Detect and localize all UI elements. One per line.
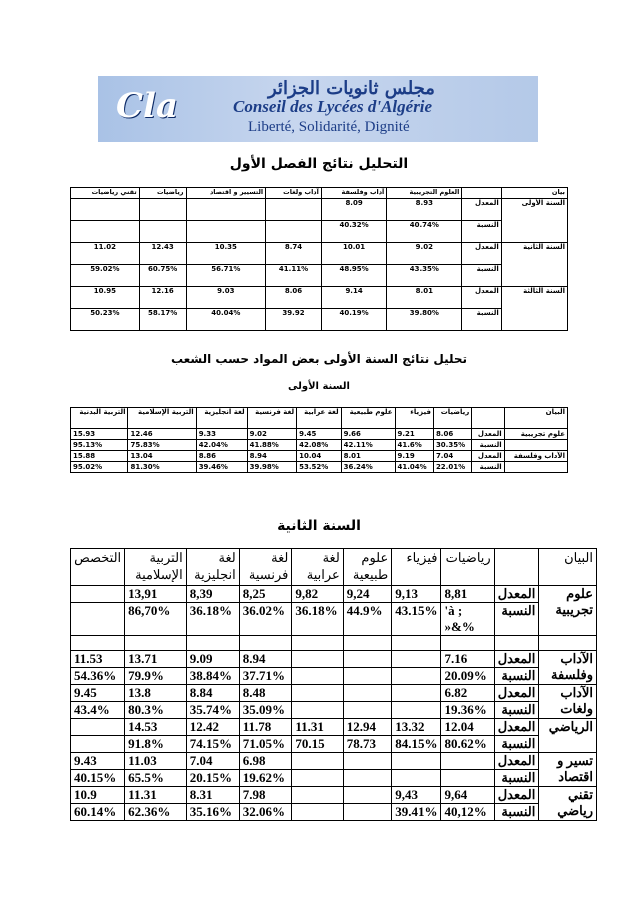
value-cell bbox=[71, 586, 125, 603]
empty-cell bbox=[441, 636, 494, 651]
value-cell: 11.31 bbox=[292, 719, 343, 736]
value-cell: 9,24 bbox=[343, 586, 391, 603]
value-cell: 8.01 bbox=[387, 287, 462, 309]
value-cell bbox=[392, 770, 441, 787]
table-row bbox=[71, 221, 568, 243]
value-cell bbox=[139, 221, 186, 243]
column-header: التخصص bbox=[71, 549, 125, 586]
value-cell: 11.31 bbox=[125, 787, 187, 804]
value-cell: 13.32 bbox=[392, 719, 441, 736]
value-cell: 53.52% bbox=[297, 462, 341, 473]
value-cell: 9.19 bbox=[395, 451, 433, 462]
row-kind: النسبة bbox=[472, 440, 504, 451]
empty-cell bbox=[539, 636, 597, 651]
value-cell bbox=[71, 221, 140, 243]
table-row bbox=[71, 462, 568, 473]
column-header: التربية الإسلامية bbox=[128, 408, 196, 429]
value-cell: 36.24% bbox=[341, 462, 395, 473]
value-cell: 9,13 bbox=[392, 586, 441, 603]
empty-cell bbox=[343, 636, 391, 651]
value-cell: 13.04 bbox=[128, 451, 196, 462]
value-cell: 59.02% bbox=[71, 265, 140, 287]
value-cell: 13,91 bbox=[125, 586, 187, 603]
value-cell: 8,39 bbox=[186, 586, 239, 603]
value-cell: 8.06 bbox=[433, 429, 471, 440]
value-cell: 12.46 bbox=[128, 429, 196, 440]
value-cell: 60.75% bbox=[139, 265, 186, 287]
value-cell: 8.86 bbox=[196, 451, 247, 462]
stream-label: الآداب ولغات bbox=[539, 685, 597, 719]
row-kind: المعدل bbox=[494, 586, 539, 603]
value-cell bbox=[71, 719, 125, 736]
value-cell: 84.15% bbox=[392, 736, 441, 753]
stream-label: الرياضي bbox=[539, 719, 597, 753]
value-cell: 12.04 bbox=[441, 719, 494, 736]
value-cell: 43.15% bbox=[392, 603, 441, 636]
value-cell bbox=[392, 668, 441, 685]
value-cell bbox=[441, 753, 494, 770]
stream-label: تسير و اقتصاد bbox=[539, 753, 597, 787]
value-cell: 39.98% bbox=[247, 462, 297, 473]
value-cell: 10.35 bbox=[186, 243, 266, 265]
value-cell: 14.53 bbox=[125, 719, 187, 736]
value-cell: 58.17% bbox=[139, 309, 186, 331]
value-cell: 44.9% bbox=[343, 603, 391, 636]
logo-text: Cla bbox=[116, 86, 179, 126]
value-cell: 9.03 bbox=[186, 287, 266, 309]
value-cell: 41.11% bbox=[266, 265, 322, 287]
value-cell bbox=[71, 199, 140, 221]
table-row bbox=[71, 451, 568, 462]
banner-french-name: Conseil des Lycées d'Algérie bbox=[233, 97, 433, 116]
row-kind: المعدل bbox=[494, 651, 539, 668]
value-cell: 9.43 bbox=[71, 753, 125, 770]
column-header: البيان bbox=[504, 408, 567, 429]
value-cell: 8.48 bbox=[239, 685, 292, 702]
value-cell: 80.3% bbox=[125, 702, 187, 719]
value-cell: 11.53 bbox=[71, 651, 125, 668]
table-row bbox=[71, 719, 597, 736]
value-cell bbox=[343, 685, 391, 702]
value-cell: 30.35% bbox=[433, 440, 471, 451]
table-row bbox=[71, 787, 597, 804]
value-cell: 10.04 bbox=[297, 451, 341, 462]
empty-cell bbox=[392, 636, 441, 651]
value-cell: 40.19% bbox=[321, 309, 386, 331]
column-header: تقني رياضيات bbox=[71, 188, 140, 199]
value-cell bbox=[441, 770, 494, 787]
spacer-row bbox=[71, 636, 597, 651]
value-cell: 40,12% bbox=[441, 804, 494, 821]
value-cell bbox=[139, 199, 186, 221]
table-row bbox=[71, 668, 597, 685]
column-header: بيان bbox=[501, 188, 567, 199]
value-cell: 10.95 bbox=[71, 287, 140, 309]
column-header: فيزياء bbox=[392, 549, 441, 586]
row-kind: النسبة bbox=[462, 221, 501, 243]
value-cell: 9.21 bbox=[395, 429, 433, 440]
value-cell: 7.98 bbox=[239, 787, 292, 804]
logo bbox=[110, 82, 192, 136]
column-header bbox=[472, 408, 504, 429]
row-kind: المعدل bbox=[494, 685, 539, 702]
row-kind: النسبة bbox=[494, 804, 539, 821]
value-cell bbox=[343, 651, 391, 668]
stream-label: تقني رياضي bbox=[539, 787, 597, 821]
group-label: السنة الثانية bbox=[501, 243, 567, 287]
value-cell bbox=[292, 668, 343, 685]
value-cell: 71.05% bbox=[239, 736, 292, 753]
value-cell: 54.36% bbox=[71, 668, 125, 685]
value-cell: 8.01 bbox=[341, 451, 395, 462]
value-cell: 9.09 bbox=[186, 651, 239, 668]
row-kind: المعدل bbox=[494, 753, 539, 770]
value-cell bbox=[392, 753, 441, 770]
header-row bbox=[71, 549, 597, 586]
value-cell: 7.16 bbox=[441, 651, 494, 668]
value-cell: 62.36% bbox=[125, 804, 187, 821]
banner-arabic-name: مجلس ثانويات الجزائر bbox=[268, 78, 435, 99]
value-cell: 9.02 bbox=[387, 243, 462, 265]
value-cell: 8,81 bbox=[441, 586, 494, 603]
value-cell: 19.36% bbox=[441, 702, 494, 719]
empty-cell bbox=[71, 636, 125, 651]
value-cell: 'à ; »&% bbox=[441, 603, 494, 636]
column-header bbox=[494, 549, 539, 586]
value-cell: 40.74% bbox=[387, 221, 462, 243]
column-header: التربية البدنية bbox=[71, 408, 128, 429]
value-cell bbox=[292, 702, 343, 719]
section2-subtitle: السنة الأولى bbox=[288, 381, 350, 392]
column-header: فيزياء bbox=[395, 408, 433, 429]
table-row bbox=[71, 804, 597, 821]
stream-label: علوم تجريبية bbox=[504, 429, 567, 440]
column-header: العلوم التجريبية bbox=[387, 188, 462, 199]
value-cell: 79.9% bbox=[125, 668, 187, 685]
stream-label bbox=[504, 462, 567, 473]
stream-label bbox=[504, 440, 567, 451]
row-kind: المعدل bbox=[462, 199, 501, 221]
row-kind: المعدل bbox=[462, 287, 501, 309]
value-cell: 11.03 bbox=[125, 753, 187, 770]
value-cell bbox=[343, 770, 391, 787]
value-cell: 37.71% bbox=[239, 668, 292, 685]
value-cell bbox=[186, 199, 266, 221]
section1-title: التحليل نتائج الفصل الأول bbox=[229, 156, 409, 172]
table-row bbox=[71, 265, 568, 287]
stream-label: الآداب وفلسفة bbox=[539, 651, 597, 685]
value-cell: 42.04% bbox=[196, 440, 247, 451]
value-cell: 32.06% bbox=[239, 804, 292, 821]
row-kind: المعدل bbox=[494, 719, 539, 736]
value-cell: 60.14% bbox=[71, 804, 125, 821]
value-cell: 41.04% bbox=[395, 462, 433, 473]
value-cell: 12.42 bbox=[186, 719, 239, 736]
column-header: رياضيات bbox=[139, 188, 186, 199]
header-row bbox=[71, 188, 568, 199]
first-term-results-table bbox=[70, 187, 568, 331]
value-cell bbox=[343, 702, 391, 719]
value-cell: 19.62% bbox=[239, 770, 292, 787]
section3-title: السنة الثانية bbox=[277, 518, 361, 534]
value-cell: 9.45 bbox=[71, 685, 125, 702]
row-kind: المعدل bbox=[494, 787, 539, 804]
value-cell: 8.84 bbox=[186, 685, 239, 702]
value-cell bbox=[343, 668, 391, 685]
row-kind: النسبة bbox=[494, 702, 539, 719]
value-cell: 20.09% bbox=[441, 668, 494, 685]
row-kind: النسبة bbox=[462, 309, 501, 331]
row-kind: المعدل bbox=[472, 429, 504, 440]
value-cell: 39.92 bbox=[266, 309, 322, 331]
value-cell bbox=[292, 651, 343, 668]
value-cell: 41.6% bbox=[395, 440, 433, 451]
table-row bbox=[71, 440, 568, 451]
empty-cell bbox=[292, 636, 343, 651]
value-cell: 20.15% bbox=[186, 770, 239, 787]
value-cell: 80.62% bbox=[441, 736, 494, 753]
column-header bbox=[462, 188, 501, 199]
value-cell: 40.32% bbox=[321, 221, 386, 243]
empty-cell bbox=[494, 636, 539, 651]
column-header: رياضيات bbox=[433, 408, 471, 429]
value-cell: 7.04 bbox=[433, 451, 471, 462]
value-cell: 12.16 bbox=[139, 287, 186, 309]
value-cell: 8.09 bbox=[321, 199, 386, 221]
column-header: التربية الإسلامية bbox=[125, 549, 187, 586]
value-cell bbox=[71, 736, 125, 753]
value-cell bbox=[266, 199, 322, 221]
row-kind: النسبة bbox=[494, 770, 539, 787]
value-cell: 9.45 bbox=[297, 429, 341, 440]
value-cell bbox=[343, 804, 391, 821]
table-row bbox=[71, 736, 597, 753]
value-cell: 9.33 bbox=[196, 429, 247, 440]
value-cell: 6.82 bbox=[441, 685, 494, 702]
value-cell bbox=[71, 603, 125, 636]
table-row bbox=[71, 685, 597, 702]
table-row bbox=[71, 586, 597, 603]
value-cell bbox=[392, 651, 441, 668]
row-kind: النسبة bbox=[494, 736, 539, 753]
value-cell: 41.88% bbox=[247, 440, 297, 451]
table-row bbox=[71, 651, 597, 668]
column-header: آداب ولغات bbox=[266, 188, 322, 199]
value-cell: 8.94 bbox=[247, 451, 297, 462]
value-cell: 9.02 bbox=[247, 429, 297, 440]
column-header: علوم طبيعية bbox=[341, 408, 395, 429]
value-cell: 22.01% bbox=[433, 462, 471, 473]
value-cell: 75.83% bbox=[128, 440, 196, 451]
table-row bbox=[71, 243, 568, 265]
column-header: البيان bbox=[539, 549, 597, 586]
table-row bbox=[71, 309, 568, 331]
value-cell: 38.84% bbox=[186, 668, 239, 685]
first-year-subjects-table bbox=[70, 407, 568, 473]
value-cell: 43.4% bbox=[71, 702, 125, 719]
table-row bbox=[71, 429, 568, 440]
value-cell: 6.98 bbox=[239, 753, 292, 770]
column-header: علوم طبيعية bbox=[343, 549, 391, 586]
value-cell: 42.11% bbox=[341, 440, 395, 451]
value-cell: 35.16% bbox=[186, 804, 239, 821]
value-cell bbox=[266, 221, 322, 243]
value-cell: 12.94 bbox=[343, 719, 391, 736]
value-cell: 13.71 bbox=[125, 651, 187, 668]
value-cell bbox=[186, 221, 266, 243]
empty-cell bbox=[186, 636, 239, 651]
value-cell: 9,43 bbox=[392, 787, 441, 804]
value-cell: 86,70% bbox=[125, 603, 187, 636]
row-kind: النسبة bbox=[472, 462, 504, 473]
value-cell: 13.8 bbox=[125, 685, 187, 702]
value-cell: 8.94 bbox=[239, 651, 292, 668]
value-cell: 50.23% bbox=[71, 309, 140, 331]
empty-cell bbox=[125, 636, 187, 651]
value-cell bbox=[292, 753, 343, 770]
table-row bbox=[71, 199, 568, 221]
column-header: لغة فرنسية bbox=[247, 408, 297, 429]
value-cell: 36.02% bbox=[239, 603, 292, 636]
value-cell: 8,25 bbox=[239, 586, 292, 603]
value-cell: 8.74 bbox=[266, 243, 322, 265]
value-cell: 48.95% bbox=[321, 265, 386, 287]
value-cell: 9.66 bbox=[341, 429, 395, 440]
column-header: لغة انجليزية bbox=[186, 549, 239, 586]
table-row bbox=[71, 702, 597, 719]
section2-title: تحليل نتائج السنة الأولى بعض المواد حسب الشعب bbox=[170, 352, 468, 366]
value-cell: 39.41% bbox=[392, 804, 441, 821]
value-cell: 70.15 bbox=[292, 736, 343, 753]
value-cell bbox=[343, 753, 391, 770]
value-cell: 12.43 bbox=[139, 243, 186, 265]
value-cell: 56.71% bbox=[186, 265, 266, 287]
row-kind: المعدل bbox=[462, 243, 501, 265]
value-cell bbox=[292, 787, 343, 804]
value-cell: 91.8% bbox=[125, 736, 187, 753]
value-cell: 40.04% bbox=[186, 309, 266, 331]
value-cell: 10.01 bbox=[321, 243, 386, 265]
value-cell: 8.93 bbox=[387, 199, 462, 221]
value-cell: 9.14 bbox=[321, 287, 386, 309]
value-cell: 7.04 bbox=[186, 753, 239, 770]
value-cell: 15.93 bbox=[71, 429, 128, 440]
row-kind: المعدل bbox=[472, 451, 504, 462]
column-header: آداب وفلسفة bbox=[321, 188, 386, 199]
value-cell: 10.9 bbox=[71, 787, 125, 804]
value-cell: 43.35% bbox=[387, 265, 462, 287]
table-row bbox=[71, 603, 597, 636]
value-cell: 15.88 bbox=[71, 451, 128, 462]
table-row bbox=[71, 753, 597, 770]
value-cell: 74.15% bbox=[186, 736, 239, 753]
value-cell: 40.15% bbox=[71, 770, 125, 787]
row-kind: النسبة bbox=[494, 668, 539, 685]
value-cell: 65.5% bbox=[125, 770, 187, 787]
value-cell: 8.06 bbox=[266, 287, 322, 309]
group-label: السنة الأولى bbox=[501, 199, 567, 243]
value-cell bbox=[292, 685, 343, 702]
group-label: السنة الثالثة bbox=[501, 287, 567, 331]
header-banner bbox=[98, 76, 538, 142]
second-year-subjects-table bbox=[70, 548, 597, 821]
value-cell: 78.73 bbox=[343, 736, 391, 753]
value-cell: 8.31 bbox=[186, 787, 239, 804]
empty-cell bbox=[239, 636, 292, 651]
value-cell bbox=[292, 804, 343, 821]
value-cell: 39.46% bbox=[196, 462, 247, 473]
value-cell bbox=[292, 770, 343, 787]
header-row bbox=[71, 408, 568, 429]
value-cell: 9,64 bbox=[441, 787, 494, 804]
value-cell: 11.78 bbox=[239, 719, 292, 736]
table-row bbox=[71, 287, 568, 309]
value-cell: 81.30% bbox=[128, 462, 196, 473]
value-cell bbox=[343, 787, 391, 804]
value-cell: 35.74% bbox=[186, 702, 239, 719]
column-header: التسيير و اقتصاد bbox=[186, 188, 266, 199]
table-row bbox=[71, 770, 597, 787]
value-cell: 11.02 bbox=[71, 243, 140, 265]
stream-label: علوم تجريبية bbox=[539, 586, 597, 636]
value-cell: 9,82 bbox=[292, 586, 343, 603]
column-header: لغة عرابية bbox=[297, 408, 341, 429]
column-header: لغة عرابية bbox=[292, 549, 343, 586]
value-cell: 95.02% bbox=[71, 462, 128, 473]
value-cell: 95.13% bbox=[71, 440, 128, 451]
value-cell bbox=[392, 702, 441, 719]
stream-label: الآداب وفلسفة bbox=[504, 451, 567, 462]
value-cell: 39.80% bbox=[387, 309, 462, 331]
value-cell: 36.18% bbox=[186, 603, 239, 636]
value-cell: 36.18% bbox=[292, 603, 343, 636]
value-cell: 35.09% bbox=[239, 702, 292, 719]
row-kind: النسبة bbox=[494, 603, 539, 636]
column-header: لغة انجليزية bbox=[196, 408, 247, 429]
row-kind: النسبة bbox=[462, 265, 501, 287]
value-cell: 42.08% bbox=[297, 440, 341, 451]
banner-motto: Liberté, Solidarité, Dignité bbox=[248, 119, 410, 135]
column-header: رياضيات bbox=[441, 549, 494, 586]
value-cell bbox=[392, 685, 441, 702]
column-header: لغة فرنسية bbox=[239, 549, 292, 586]
